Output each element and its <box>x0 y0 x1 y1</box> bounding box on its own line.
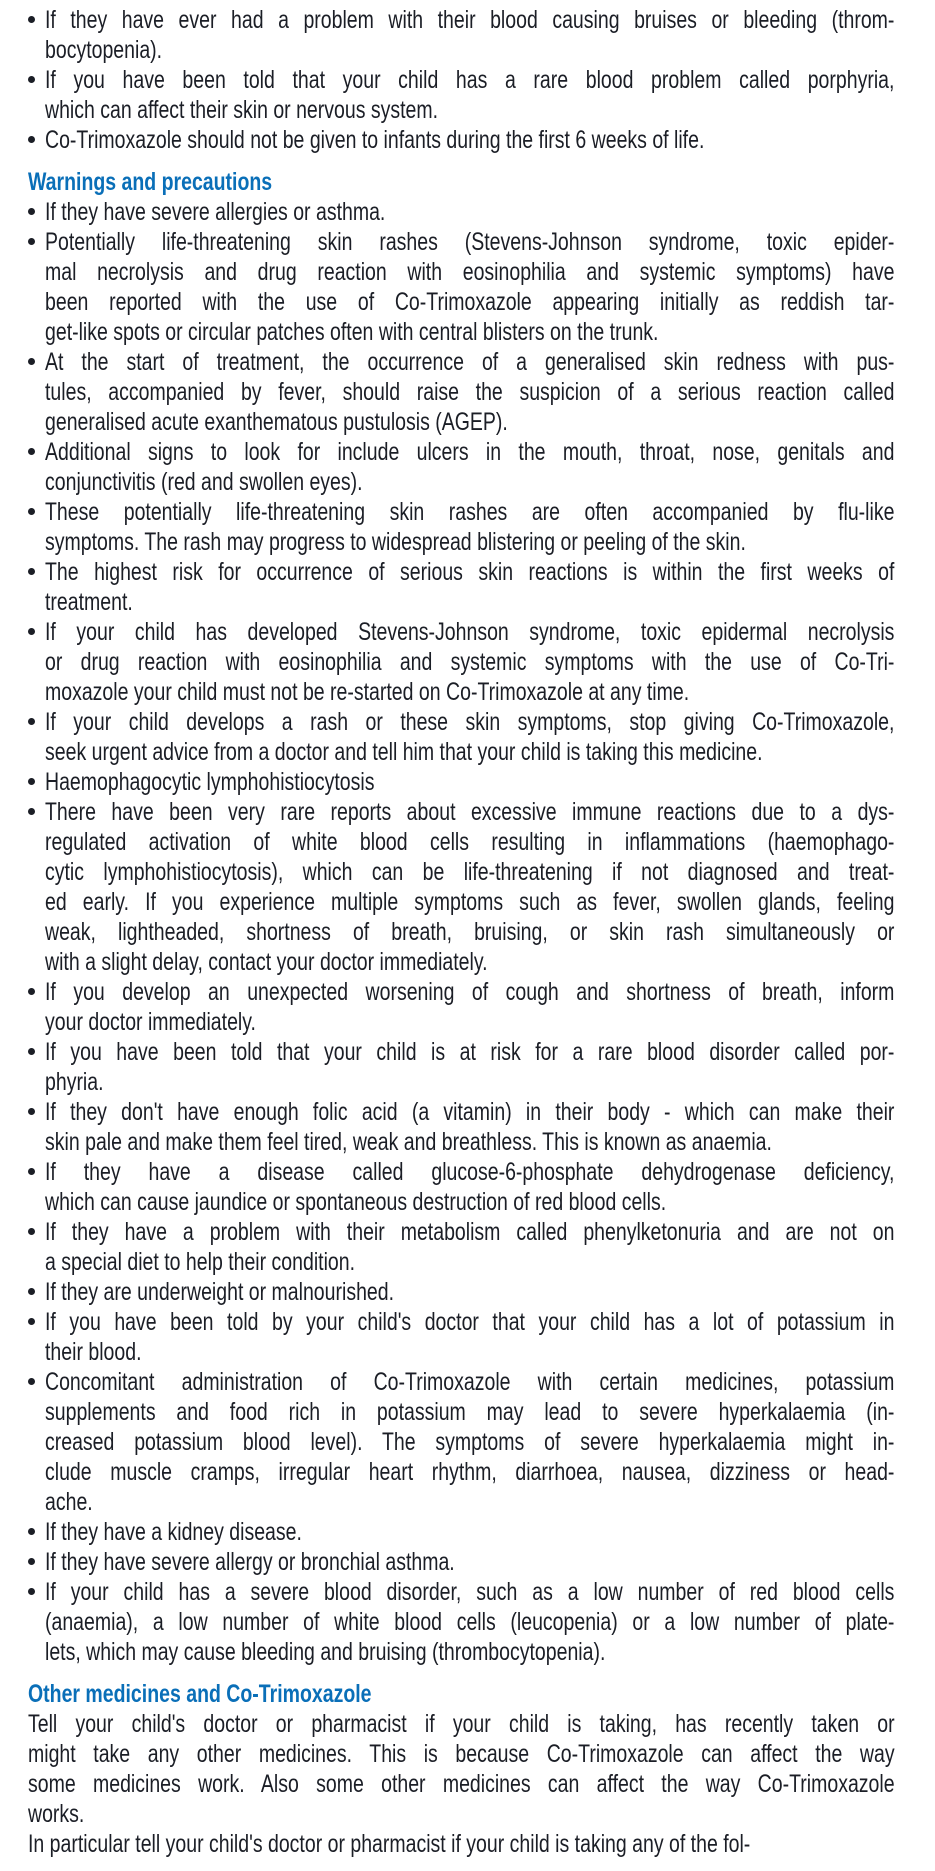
list-item <box>0 707 935 767</box>
section <box>0 167 935 1667</box>
line-text: Co-Trimoxazole should not be given to infants during the first 6 weeks of life. <box>45 126 705 154</box>
text-line <box>0 1127 935 1157</box>
list-item <box>0 1217 935 1277</box>
text-line <box>0 1517 935 1547</box>
text-line <box>0 1577 935 1607</box>
bullet-icon <box>28 1288 35 1295</box>
line-text: (anaemia), a low number of white blood cells (leucopenia) or a low number of plate- <box>45 1608 895 1636</box>
bullet-icon <box>28 628 35 635</box>
text-line <box>0 1709 935 1739</box>
line-text: generalised acute exanthematous pustulosis (AGEP). <box>45 408 508 436</box>
bullet-icon <box>28 1528 35 1535</box>
text-line <box>0 587 935 617</box>
bullet-icon <box>28 1588 35 1595</box>
text-line <box>0 1217 935 1247</box>
text-line <box>0 857 935 887</box>
section-heading-text: Warnings and precautions <box>28 168 273 196</box>
text-line <box>0 557 935 587</box>
list-item <box>0 65 935 125</box>
line-text: treatment. <box>45 588 133 616</box>
list-item <box>0 197 935 227</box>
bullet-icon <box>28 778 35 785</box>
text-line <box>0 317 935 347</box>
list-item <box>0 347 935 437</box>
line-text: moxazole your child must not be re-started on Co-Trimoxazole at any time. <box>45 678 690 706</box>
line-text: Additional signs to look for include ulcers in the mouth, throat, nose, genitals and <box>45 438 895 466</box>
bullet-icon <box>28 76 35 83</box>
line-text: If you have been told by your child's doctor that your child has a lot of potassium in <box>45 1308 895 1336</box>
bullet-icon <box>28 16 35 23</box>
text-line <box>0 227 935 257</box>
text-line <box>0 977 935 1007</box>
line-text: phyria. <box>45 1068 104 1096</box>
list-item <box>0 1157 935 1217</box>
text-line <box>0 65 935 95</box>
list-item <box>0 1097 935 1157</box>
text-line <box>0 1157 935 1187</box>
text-line <box>0 737 935 767</box>
text-line <box>0 1367 935 1397</box>
line-text: seek urgent advice from a doctor and tell him that your child is taking this medicine. <box>45 738 763 766</box>
line-text: If you develop an unexpected worsening of cough and shortness of breath, inform <box>45 978 895 1006</box>
list-item <box>0 617 935 707</box>
bullet-icon <box>28 1048 35 1055</box>
text-line <box>0 377 935 407</box>
text-line <box>0 407 935 437</box>
line-text: mal necrolysis and drug reaction with eosinophilia and systemic symptoms) have <box>45 258 895 286</box>
text-line <box>0 197 935 227</box>
bullet-icon <box>28 1108 35 1115</box>
line-text: If they have a disease called glucose-6-phosphate dehydrogenase deficiency, <box>45 1158 895 1186</box>
section <box>0 5 935 155</box>
line-text: Concomitant administration of Co-Trimoxazole with certain medicines, potassium <box>45 1368 895 1396</box>
line-text: weak, lightheaded, shortness of breath, bruising, or skin rash simultaneously or <box>45 918 895 946</box>
line-text: At the start of treatment, the occurrence of a generalised skin redness with pus- <box>45 348 895 376</box>
line-text: with a slight delay, contact your doctor immediately. <box>45 948 488 976</box>
section <box>0 1679 935 1859</box>
line-text: a special diet to help their condition. <box>45 1248 356 1276</box>
line-text: There have been very rare reports about excessive immune reactions due to a dys- <box>45 798 895 826</box>
line-text: which can cause jaundice or spontaneous destruction of red blood cells. <box>45 1188 667 1216</box>
list-item <box>0 1367 935 1517</box>
text-line <box>0 797 935 827</box>
line-text: regulated activation of white blood cells resulting in inflammations (haemophago- <box>45 828 895 856</box>
text-line <box>0 467 935 497</box>
list-item <box>0 227 935 347</box>
line-text: These potentially life-threatening skin rashes are often accompanied by flu-like <box>45 498 895 526</box>
list-item <box>0 437 935 497</box>
bullet-icon <box>28 508 35 515</box>
paragraph <box>0 1709 935 1829</box>
line-text: If you have been told that your child has a rare blood problem called porphyria, <box>45 66 895 94</box>
text-line <box>0 497 935 527</box>
line-text: might take any other medicines. This is because Co-Trimoxazole can affect the way <box>28 1740 895 1768</box>
bullet-icon <box>28 1378 35 1385</box>
text-line <box>0 347 935 377</box>
text-line <box>0 917 935 947</box>
text-line <box>0 1247 935 1277</box>
list-item <box>0 125 935 155</box>
text-line <box>0 257 935 287</box>
text-line <box>0 1457 935 1487</box>
text-line <box>0 887 935 917</box>
text-line <box>0 437 935 467</box>
text-line <box>0 707 935 737</box>
line-text: symptoms. The rash may progress to widespread blistering or peeling of the skin. <box>45 528 746 556</box>
line-text: cytic lymphohistiocytosis), which can be life-threatening if not diagnosed and treat- <box>45 858 895 886</box>
list-item <box>0 1277 935 1307</box>
text-line <box>0 827 935 857</box>
text-line <box>0 527 935 557</box>
line-text: some medicines work. Also some other medicines can affect the way Co-Trimoxazole <box>28 1770 895 1798</box>
bullet-icon <box>28 1228 35 1235</box>
line-text: get-like spots or circular patches often with central blisters on the trunk. <box>45 318 659 346</box>
list-item <box>0 767 935 797</box>
line-text: bocytopenia). <box>45 36 163 64</box>
bullet-icon <box>28 1318 35 1325</box>
line-text: If they have severe allergy or bronchial asthma. <box>45 1548 455 1576</box>
text-line <box>0 1799 935 1829</box>
line-text: which can affect their skin or nervous system. <box>45 96 439 124</box>
line-text: your doctor immediately. <box>45 1008 256 1036</box>
text-line <box>0 647 935 677</box>
list-item <box>0 557 935 617</box>
text-line <box>0 287 935 317</box>
text-line <box>0 767 935 797</box>
bullet-icon <box>28 988 35 995</box>
line-text: The highest risk for occurrence of serious skin reactions is within the first weeks of <box>45 558 895 586</box>
text-line <box>0 1829 935 1859</box>
text-line <box>0 947 935 977</box>
line-text: Tell your child's doctor or pharmacist if your child is taking, has recently taken or <box>28 1710 895 1738</box>
section-heading-text: Other medicines and Co-Trimoxazole <box>28 1680 372 1708</box>
line-text: conjunctivitis (red and swollen eyes). <box>45 468 363 496</box>
section-heading <box>0 167 935 197</box>
paragraph <box>0 1829 935 1859</box>
list-item <box>0 797 935 977</box>
line-text: Potentially life-threatening skin rashes (Stevens-Johnson syndrome, toxic epider- <box>45 228 895 256</box>
list-item <box>0 497 935 557</box>
list-item <box>0 977 935 1037</box>
bullet-icon <box>28 358 35 365</box>
line-text: their blood. <box>45 1338 142 1366</box>
list-item <box>0 1577 935 1667</box>
line-text: creased potassium blood level). The symptoms of severe hyperkalaemia might in- <box>45 1428 895 1456</box>
text-line <box>0 1427 935 1457</box>
bullet-icon <box>28 568 35 575</box>
text-line <box>0 1397 935 1427</box>
line-text: tules, accompanied by fever, should raise the suspicion of a serious reaction called <box>45 378 895 406</box>
line-text: If they have ever had a problem with their blood causing bruises or bleeding (throm- <box>45 6 895 34</box>
bullet-icon <box>28 136 35 143</box>
text-line <box>0 677 935 707</box>
text-line <box>0 617 935 647</box>
text-line <box>0 1337 935 1367</box>
text-line <box>0 1097 935 1127</box>
line-text: If your child develops a rash or these skin symptoms, stop giving Co-Trimoxazole, <box>45 708 895 736</box>
line-text: If they don't have enough folic acid (a vitamin) in their body - which can make their <box>45 1098 895 1126</box>
text-line <box>0 1739 935 1769</box>
line-text: If they have severe allergies or asthma. <box>45 198 386 226</box>
text-line <box>0 1607 935 1637</box>
bullet-icon <box>28 208 35 215</box>
line-text: ache. <box>45 1488 93 1516</box>
line-text: In particular tell your child's doctor or pharmacist if your child is taking any of the fol- <box>28 1830 751 1858</box>
text-line <box>0 1307 935 1337</box>
text-line <box>0 1037 935 1067</box>
list-item <box>0 1307 935 1367</box>
bullet-icon <box>28 808 35 815</box>
line-text: If you have been told that your child is at risk for a rare blood disorder called por- <box>45 1038 895 1066</box>
line-text: lets, which may cause bleeding and bruising (thrombocytopenia). <box>45 1638 606 1666</box>
line-text: If your child has developed Stevens-Johnson syndrome, toxic epidermal necrolysis <box>45 618 895 646</box>
text-line <box>0 1067 935 1097</box>
line-text: been reported with the use of Co-Trimoxazole appearing initially as reddish tar- <box>45 288 895 316</box>
text-line <box>0 95 935 125</box>
line-text: If they are underweight or malnourished. <box>45 1278 395 1306</box>
bullet-icon <box>28 238 35 245</box>
text-line <box>0 125 935 155</box>
document-page <box>0 5 935 1859</box>
bullet-icon <box>28 718 35 725</box>
text-line <box>0 1637 935 1667</box>
line-text: works. <box>28 1800 85 1828</box>
list-item <box>0 1037 935 1097</box>
list-item <box>0 1517 935 1547</box>
section-heading <box>0 1679 935 1709</box>
list-item <box>0 1547 935 1577</box>
bullet-icon <box>28 1168 35 1175</box>
text-line <box>0 1277 935 1307</box>
line-text: Haemophagocytic lymphohistiocytosis <box>45 768 375 796</box>
text-line <box>0 35 935 65</box>
text-line <box>0 5 935 35</box>
line-text: or drug reaction with eosinophilia and systemic symptoms with the use of Co-Tri- <box>45 648 895 676</box>
text-line <box>0 1007 935 1037</box>
list-item <box>0 5 935 65</box>
line-text: ed early. If you experience multiple symptoms such as fever, swollen glands, feeling <box>45 888 895 916</box>
line-text: If they have a kidney disease. <box>45 1518 302 1546</box>
bullet-icon <box>28 1558 35 1565</box>
text-line <box>0 1769 935 1799</box>
line-text: skin pale and make them feel tired, weak and breathless. This is known as anaemia. <box>45 1128 772 1156</box>
line-text: If they have a problem with their metabolism called phenylketonuria and are not on <box>45 1218 895 1246</box>
text-line <box>0 1547 935 1577</box>
line-text: If your child has a severe blood disorder, such as a low number of red blood cells <box>45 1578 895 1606</box>
line-text: supplements and food rich in potassium may lead to severe hyperkalaemia (in- <box>45 1398 895 1426</box>
bullet-icon <box>28 448 35 455</box>
text-line <box>0 1487 935 1517</box>
line-text: clude muscle cramps, irregular heart rhythm, diarrhoea, nausea, dizziness or head- <box>45 1458 895 1486</box>
text-line <box>0 1187 935 1217</box>
